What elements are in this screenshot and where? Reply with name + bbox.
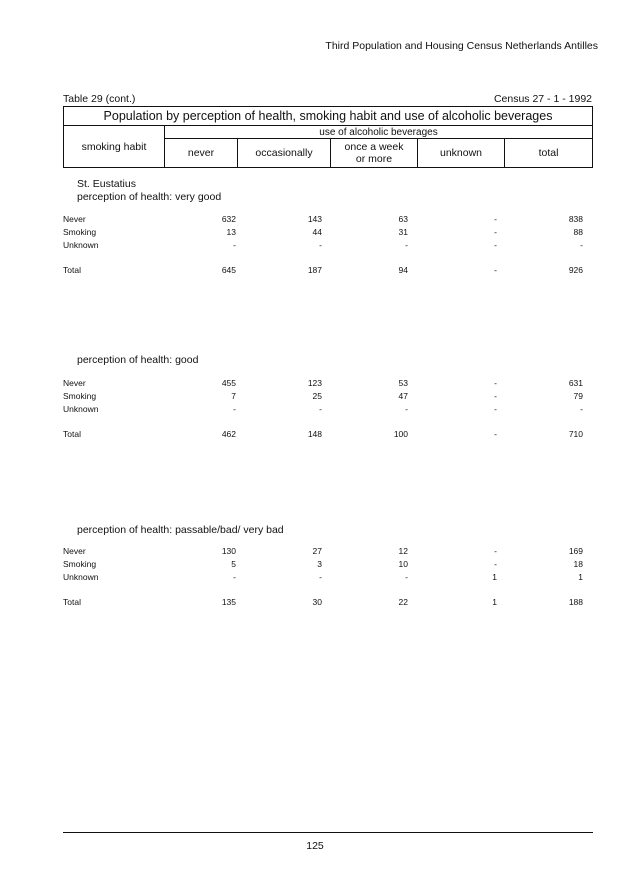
cell-weekly: 63 [398,214,408,224]
cell-total: 169 [568,546,583,556]
census-date: Census 27 - 1 - 1992 [493,93,592,105]
col-once-a-week: once a week or more [331,139,418,168]
cell-unknown: 1 [492,597,497,607]
cell-weekly: 100 [393,429,408,439]
row-label: Never [63,546,86,556]
col-unknown: unknown [418,139,505,168]
cell-never: - [233,404,236,414]
row-label: Smoking [63,559,97,569]
cell-occasionally: 44 [312,227,322,237]
group-header-alcohol: use of alcoholic beverages [165,126,593,139]
cell-occasionally: 123 [307,378,322,388]
page-number: 125 [306,840,324,852]
section-heading: perception of health: passable/bad/ very bad [77,524,284,536]
cell-occasionally: 3 [317,559,322,569]
row-label: Smoking [63,227,97,237]
cell-never: 455 [221,378,236,388]
cell-total: - [580,404,583,414]
cell-unknown: - [494,227,497,237]
area-heading: St. Eustatius [77,178,136,190]
cell-never: - [233,240,236,250]
cell-never: 130 [221,546,236,556]
cell-unknown: - [494,378,497,388]
cell-occasionally: - [319,572,322,582]
cell-total: 1 [578,572,583,582]
cell-occasionally: 25 [312,391,322,401]
col-never: never [165,139,238,168]
cell-never: 645 [221,265,236,275]
cell-total: 18 [573,559,583,569]
row-label: Unknown [63,404,99,414]
table-header [63,106,593,168]
row-label: Unknown [63,572,99,582]
cell-unknown: - [494,391,497,401]
cell-unknown: - [494,429,497,439]
cell-never: - [233,572,236,582]
table-number: Table 29 (cont.) [63,93,136,105]
row-label: Total [63,597,81,607]
cell-total: - [580,240,583,250]
cell-never: 7 [231,391,236,401]
cell-weekly: 12 [398,546,408,556]
cell-occasionally: 143 [307,214,322,224]
cell-total: 710 [568,429,583,439]
section-heading: perception of health: good [77,354,199,366]
cell-occasionally: - [319,404,322,414]
row-label: Never [63,378,86,388]
cell-unknown: - [494,265,497,275]
col-occasionally: occasionally [238,139,331,168]
cell-weekly: 31 [398,227,408,237]
cell-unknown: - [494,404,497,414]
cell-unknown: - [494,214,497,224]
cell-occasionally: 148 [307,429,322,439]
col-smoking-habit: smoking habit [64,126,165,168]
table-title-cell [64,107,593,126]
cell-total: 188 [568,597,583,607]
cell-weekly: - [405,404,408,414]
cell-unknown: - [494,546,497,556]
cell-never: 462 [221,429,236,439]
footer-rule [63,832,593,833]
cell-never: 13 [226,227,236,237]
cell-total: 838 [568,214,583,224]
cell-weekly: 10 [398,559,408,569]
cell-total: 79 [573,391,583,401]
cell-weekly: - [405,572,408,582]
cell-weekly: 47 [398,391,408,401]
cell-occasionally: 187 [307,265,322,275]
cell-occasionally: 27 [312,546,322,556]
cell-weekly: 94 [398,265,408,275]
cell-never: 632 [221,214,236,224]
table-title: Population by perception of health, smoking habit and use of alcoholic beverages [103,109,553,123]
cell-weekly: 22 [398,597,408,607]
section-heading: perception of health: very good [77,191,222,203]
cell-unknown: - [494,559,497,569]
cell-total: 926 [568,265,583,275]
running-header: Third Population and Housing Census Netherlands Antilles [325,40,598,52]
cell-total: 88 [573,227,583,237]
row-label: Smoking [63,391,97,401]
cell-occasionally: - [319,240,322,250]
row-label: Never [63,214,86,224]
col-total: total [505,139,593,168]
row-label: Total [63,265,81,275]
cell-never: 135 [221,597,236,607]
cell-total: 631 [568,378,583,388]
cell-unknown: - [494,240,497,250]
row-label: Total [63,429,81,439]
cell-weekly: - [405,240,408,250]
cell-weekly: 53 [398,378,408,388]
cell-occasionally: 30 [312,597,322,607]
row-label: Unknown [63,240,99,250]
cell-never: 5 [231,559,236,569]
cell-unknown: 1 [492,572,497,582]
